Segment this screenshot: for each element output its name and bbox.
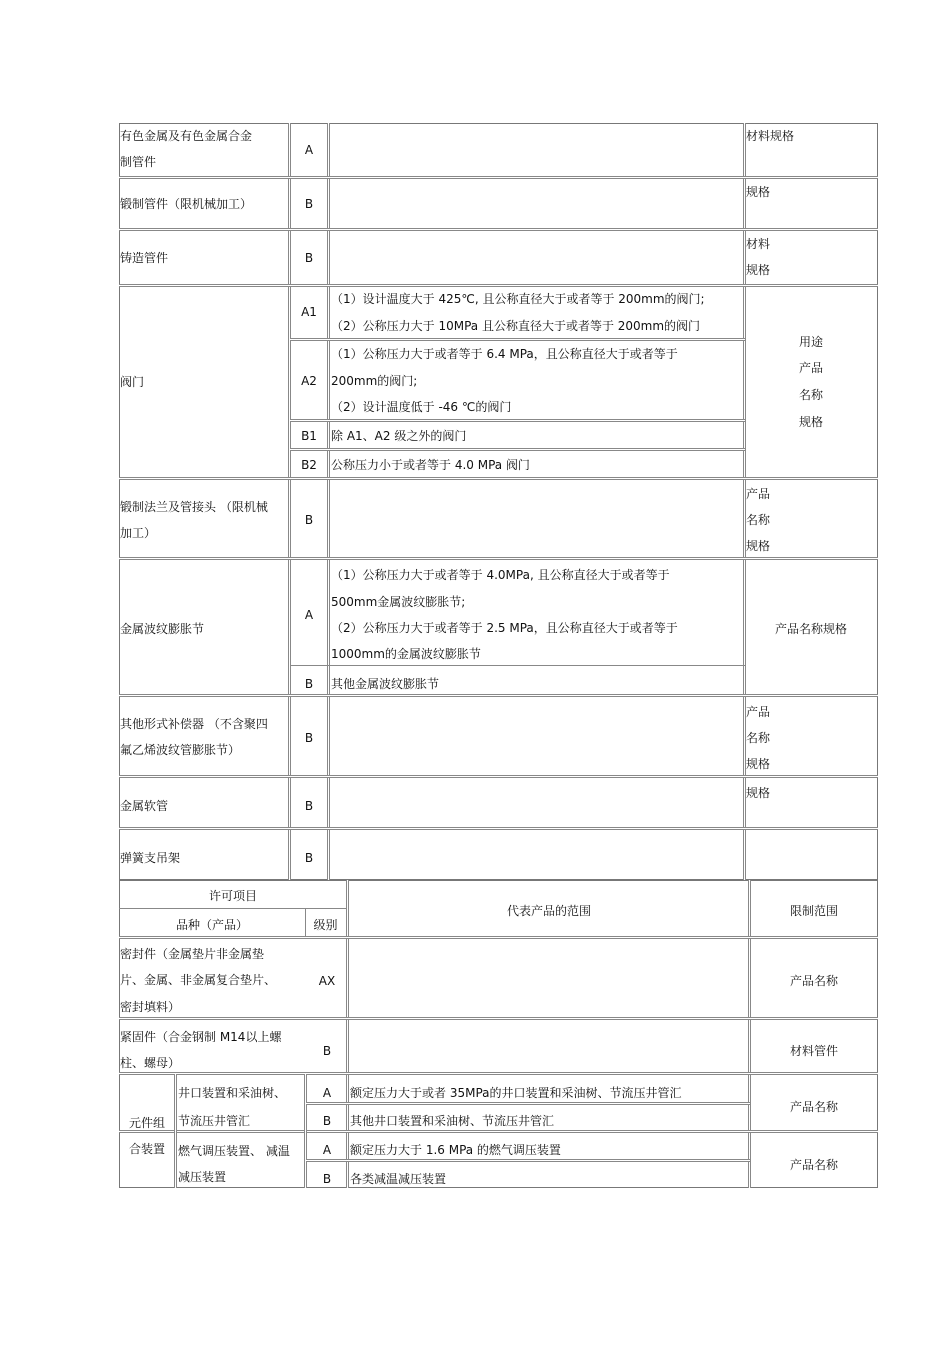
group-name: 元件组 bbox=[128, 1116, 165, 1130]
limit-cell: 产品 bbox=[746, 705, 771, 719]
header-scope: 代表产品的范围 bbox=[506, 904, 591, 918]
scope-cell: （1）公称压力大于或者等于 6.4 MPa，且公称直径大于或者等于 bbox=[331, 347, 678, 361]
scope-cell: 额定压力大于 1.6 MPa 的燃气调压装置 bbox=[350, 1143, 561, 1157]
grade-cell: A2 bbox=[301, 374, 317, 388]
row-name: 燃气调压装置、 减温 bbox=[178, 1144, 290, 1158]
group-name: 合装置 bbox=[128, 1142, 165, 1156]
limit-cell: 材料规格 bbox=[746, 129, 795, 143]
grade-cell: AX bbox=[318, 974, 336, 988]
row-name: 弹簧支吊架 bbox=[120, 851, 181, 865]
limit-cell: 名称 bbox=[746, 513, 771, 527]
row-name: 金属波纹膨胀节 bbox=[120, 622, 205, 636]
row-name: 制管件 bbox=[120, 155, 157, 169]
limit-cell: 产品名称规格 bbox=[774, 622, 847, 636]
grade-cell: A1 bbox=[301, 305, 317, 319]
limit-cell: 规格 bbox=[746, 786, 771, 800]
row-name: 锻制管件（限机械加工） bbox=[120, 197, 253, 211]
scope-cell: 200mm的阀门; bbox=[331, 374, 418, 388]
header-item: 许可项目 bbox=[208, 889, 257, 903]
grade-cell: B bbox=[304, 799, 314, 813]
row-name: 减压装置 bbox=[178, 1170, 227, 1184]
scope-cell: 各类减温减压装置 bbox=[350, 1172, 447, 1186]
row-name: 节流压井管汇 bbox=[178, 1114, 251, 1128]
scope-cell: （2）公称压力大于或者等于 2.5 MPa，且公称直径大于或者等于 bbox=[331, 621, 678, 635]
row-name: 井口装置和采油树、 bbox=[178, 1086, 287, 1100]
row-divider bbox=[119, 827, 878, 830]
grade-cell: B bbox=[322, 1172, 332, 1186]
grade-cell: B bbox=[304, 731, 314, 745]
row-name: 其他形式补偿器 （不含聚四 bbox=[120, 717, 268, 731]
grade-cell: B1 bbox=[301, 429, 317, 443]
limit-cell: 规格 bbox=[746, 185, 771, 199]
scope-cell: 500mm金属波纹膨胀节; bbox=[331, 595, 466, 609]
limit-cell: 产品 bbox=[746, 487, 771, 501]
scope-cell: （2）公称压力大于 10MPa 且公称直径大于或者等于 200mm的阀门 bbox=[331, 319, 701, 333]
row-divider bbox=[119, 694, 878, 697]
row-name: 柱、螺母） bbox=[120, 1056, 181, 1070]
grade-cell: A bbox=[322, 1143, 332, 1157]
header-grade: 级别 bbox=[313, 918, 338, 932]
col-divider bbox=[327, 123, 330, 880]
limit-cell: 产品 bbox=[798, 361, 823, 375]
scope-cell: 除 A1、A2 级之外的阀门 bbox=[331, 429, 467, 443]
grade-cell: A bbox=[322, 1086, 332, 1100]
row-name: 阀门 bbox=[120, 375, 145, 389]
row-name: 有色金属及有色金属合金 bbox=[120, 129, 253, 143]
row-name: 密封填料） bbox=[120, 1000, 181, 1014]
limit-cell: 产品名称 bbox=[789, 1100, 838, 1114]
limit-cell: 规格 bbox=[746, 757, 771, 771]
limit-cell: 产品名称 bbox=[789, 1158, 838, 1172]
row-name: 加工） bbox=[120, 526, 157, 540]
limit-cell: 规格 bbox=[798, 415, 823, 429]
col-divider bbox=[748, 880, 751, 1188]
grade-cell: B bbox=[304, 251, 314, 265]
limit-cell: 用途 bbox=[798, 335, 823, 349]
scope-cell: （1）设计温度大于 425℃, 且公称直径大于或者等于 200mm的阀门; bbox=[331, 292, 705, 306]
row-name: 铸造管件 bbox=[120, 251, 169, 265]
limit-cell: 材料 bbox=[746, 237, 771, 251]
row-name: 锻制法兰及管接头 （限机械 bbox=[120, 500, 268, 514]
limit-cell: 规格 bbox=[746, 539, 771, 553]
scope-cell: 其他井口装置和采油树、节流压井管汇 bbox=[350, 1114, 555, 1128]
grade-cell: B bbox=[304, 197, 314, 211]
row-name: 密封件（金属垫片非金属垫 bbox=[120, 947, 265, 961]
scope-cell: （1）公称压力大于或者等于 4.0MPa, 且公称直径大于或者等于 bbox=[331, 568, 670, 582]
scope-cell: 1000mm的金属波纹膨胀节 bbox=[331, 647, 481, 661]
row-name: 氟乙烯波纹管膨胀节） bbox=[120, 743, 241, 757]
row-divider bbox=[119, 1072, 878, 1075]
limit-cell: 名称 bbox=[798, 388, 823, 402]
grade-cell: A bbox=[304, 143, 314, 157]
header-variety: 品种（产品） bbox=[175, 918, 248, 932]
row-name: 金属软管 bbox=[120, 799, 169, 813]
row-divider bbox=[119, 1017, 878, 1020]
grade-cell: B2 bbox=[301, 458, 317, 472]
grade-cell: B bbox=[304, 513, 314, 527]
grade-cell: B bbox=[322, 1114, 332, 1128]
grade-cell: B bbox=[304, 851, 314, 865]
scope-cell: （2）设计温度低于 -46 ℃的阀门 bbox=[331, 400, 512, 414]
row-name: 片、金属、非金属复合垫片、 bbox=[120, 973, 277, 987]
limit-cell: 规格 bbox=[746, 263, 771, 277]
scope-cell: 其他金属波纹膨胀节 bbox=[331, 677, 440, 691]
scope-cell: 公称压力小于或者等于 4.0 MPa 阀门 bbox=[331, 458, 530, 472]
row-name: 紧固件（合金钢制 M14以上螺 bbox=[120, 1030, 282, 1044]
limit-cell: 名称 bbox=[746, 731, 771, 745]
col-divider bbox=[288, 123, 291, 880]
limit-cell: 材料管件 bbox=[789, 1044, 838, 1058]
grade-cell: B bbox=[322, 1044, 332, 1058]
grade-cell: B bbox=[304, 677, 314, 691]
limit-cell: 产品名称 bbox=[789, 974, 838, 988]
grade-cell: A bbox=[304, 608, 314, 622]
header-limit: 限制范围 bbox=[789, 904, 838, 918]
scope-cell: 额定压力大于或者 35MPa的井口装置和采油树、节流压井管汇 bbox=[350, 1086, 682, 1100]
